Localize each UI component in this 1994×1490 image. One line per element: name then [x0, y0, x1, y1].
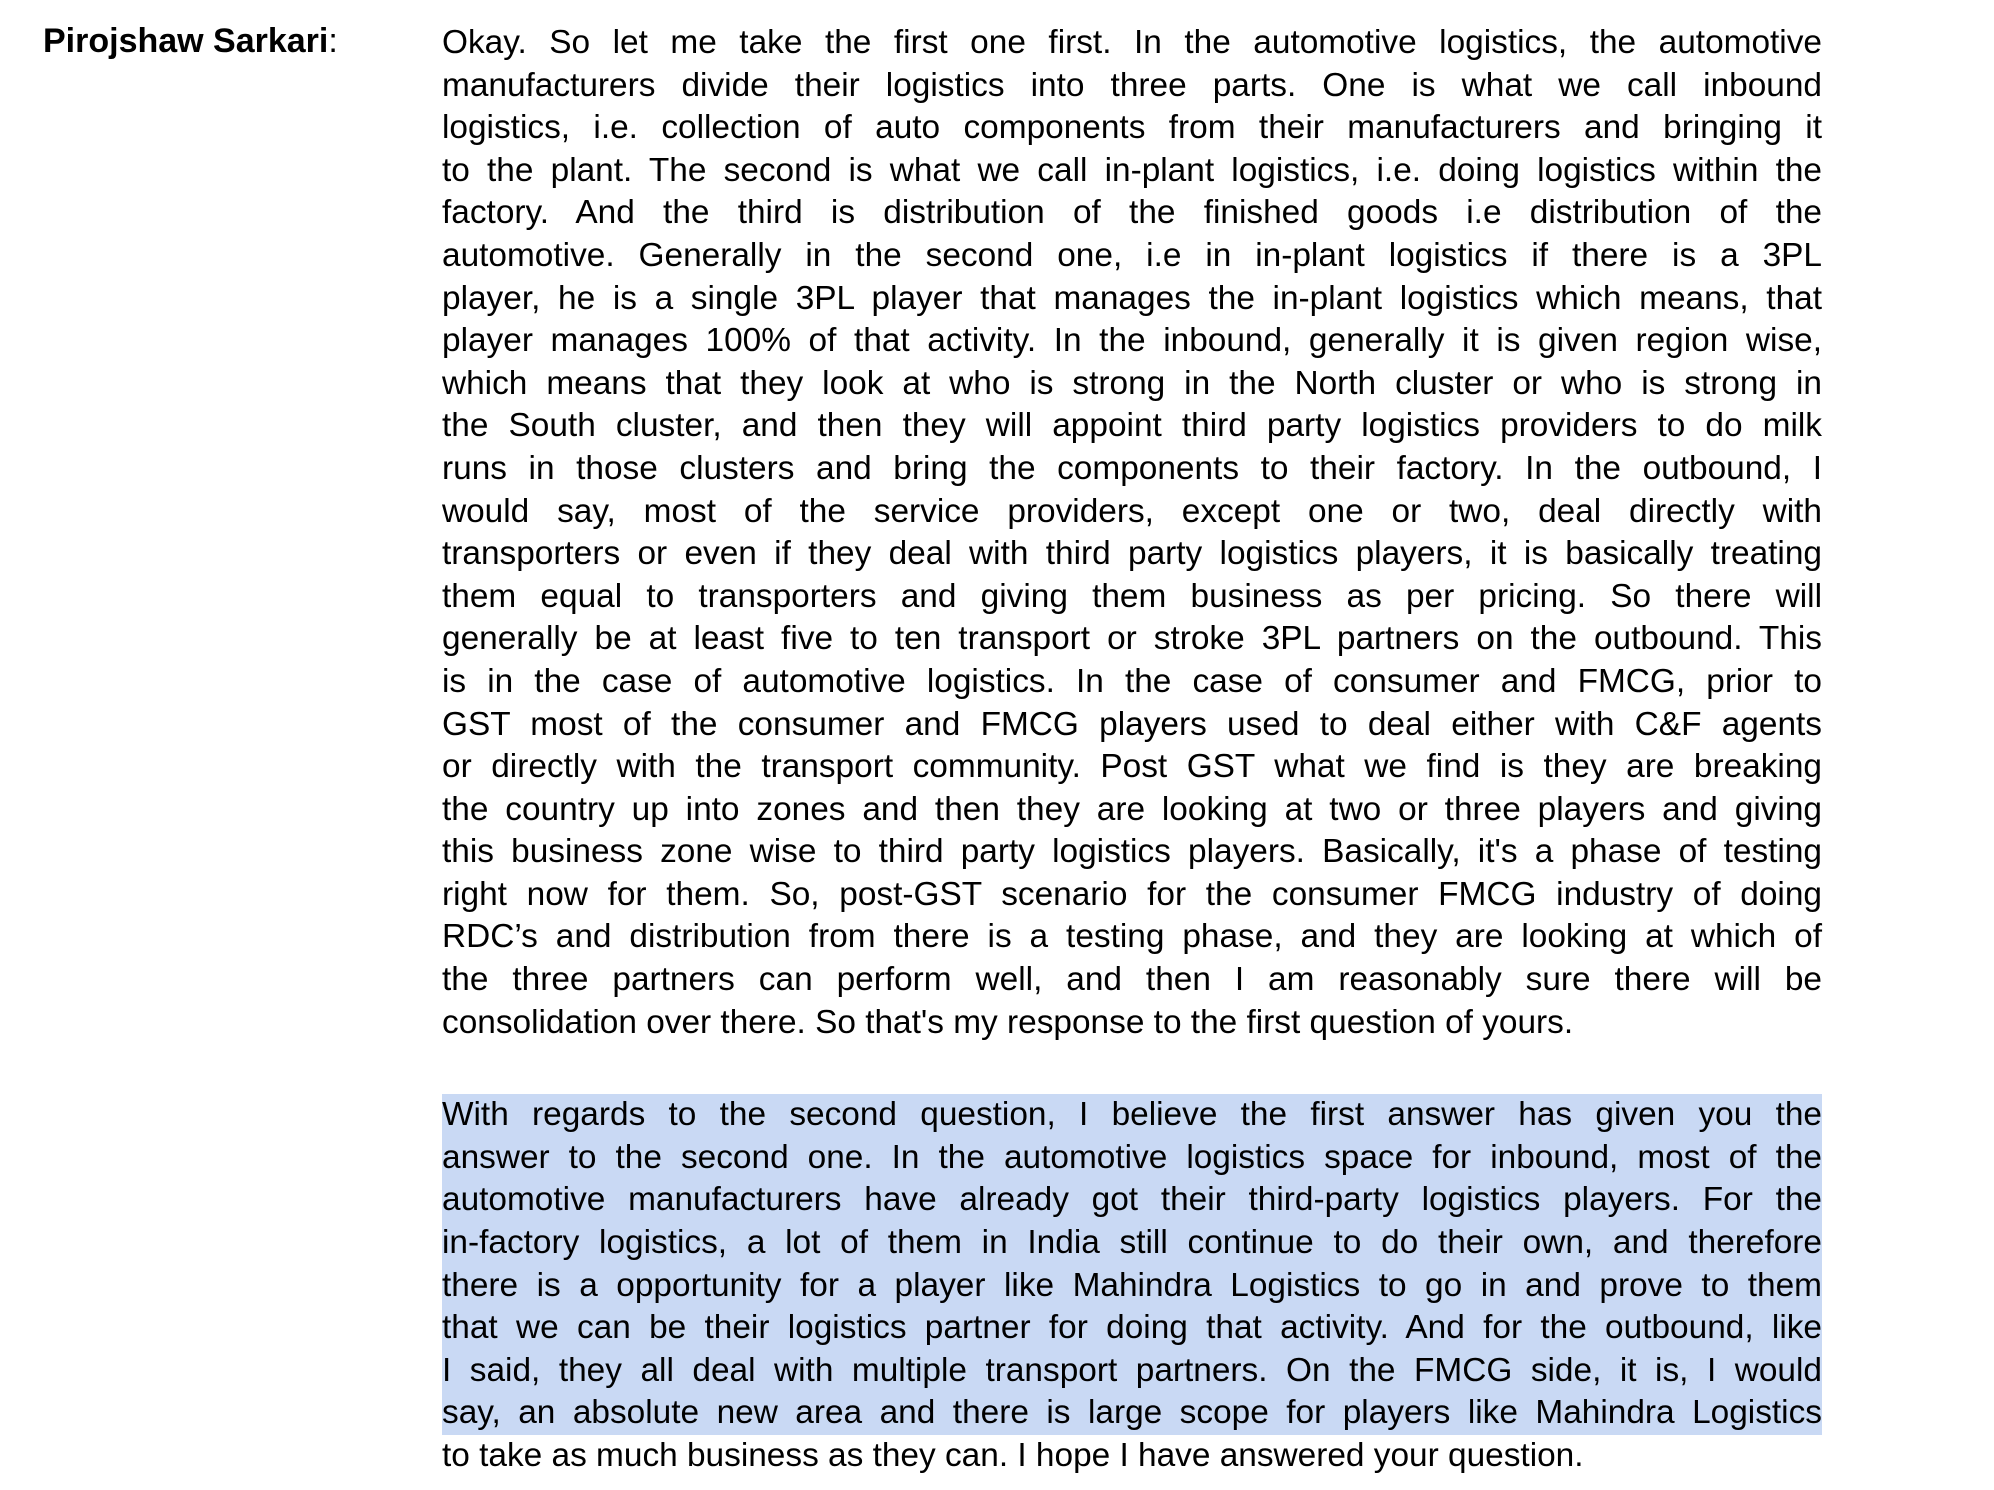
selected-text-line[interactable]: that we can be their logistics partner for doing that activity. And for the outbound, like [442, 1307, 1822, 1350]
transcript-response [442, 22, 1822, 1478]
text-line: generally be at least five to ten transport or stroke 3PL partners on the outbound. This [442, 620, 1822, 658]
text-line: the South cluster, and then they will appoint third party logistics providers to do milk [442, 407, 1822, 445]
text-line: Okay. So let me take the first one first. In the automotive logistics, the automotive [442, 24, 1822, 61]
text-line: player, he is a single 3PL player that manages the in-plant logistics which means, that [442, 279, 1822, 317]
text-line: right now for them. So, post-GST scenario for the consumer FMCG industry of doing [442, 875, 1822, 913]
selected-text-line[interactable]: I said, they all deal with multiple transport partners. On the FMCG side, it is, I would [442, 1350, 1822, 1393]
text-line: the three partners can perform well, and then I am reasonably sure there will be [442, 961, 1822, 999]
paragraph-first-answer [442, 22, 1822, 1044]
text-line: the country up into zones and then they are looking at two or three players and giving [442, 790, 1822, 828]
text-line: transporters or even if they deal with third party logistics players, it is basically treating [442, 535, 1822, 573]
text-line: which means that they look at who is strong in the North cluster or who is strong in [442, 364, 1822, 402]
selected-text-line[interactable]: there is a opportunity for a player like Mahindra Logistics to go in and prove to them [442, 1265, 1822, 1308]
text-line: would say, most of the service providers, except one or two, deal directly with [442, 492, 1822, 530]
text-line: them equal to transporters and giving them business as per pricing. So there will [442, 577, 1822, 615]
text-line: runs in those clusters and bring the components to their factory. In the outbound, I [442, 449, 1822, 487]
text-line: automotive. Generally in the second one, i.e in in-plant logistics if there is a 3PL [442, 236, 1822, 274]
selected-text-line[interactable]: answer to the second one. In the automotive logistics space for inbound, most of the [442, 1137, 1822, 1180]
text-line: is in the case of automotive logistics. In the case of consumer and FMCG, prior to [442, 662, 1822, 700]
speaker-name: Pirojshaw Sarkari [43, 22, 329, 60]
text-line: or directly with the transport community. Post GST what we find is they are breaking [442, 748, 1822, 786]
text-line: consolidation over there. So that's my response to the first question of yours. [442, 1003, 1574, 1041]
selected-text-line[interactable]: automotive manufacturers have already got their third-party logistics players. For the [442, 1179, 1822, 1222]
selected-text-line[interactable]: in-factory logistics, a lot of them in India still continue to do their own, and therefore [442, 1222, 1822, 1265]
paragraph-second-answer-selected[interactable] [442, 1094, 1822, 1477]
speaker-label [43, 20, 338, 63]
text-line: this business zone wise to third party logistics players. Basically, it's a phase of testing [442, 833, 1822, 871]
selected-text-line[interactable]: With regards to the second question, I believe the first answer has given you the [442, 1094, 1822, 1137]
selected-text-line[interactable]: say, an absolute new area and there is large scope for players like Mahindra Logistics [442, 1392, 1822, 1435]
text-line: factory. And the third is distribution of the finished goods i.e distribution of the [442, 194, 1822, 232]
text-line: manufacturers divide their logistics into three parts. One is what we call inbound [442, 66, 1822, 104]
text-line: RDC’s and distribution from there is a testing phase, and they are looking at which of [442, 918, 1822, 956]
text-line: GST most of the consumer and FMCG players used to deal either with C&F agents [442, 705, 1822, 743]
text-line: to the plant. The second is what we call in-plant logistics, i.e. doing logistics within the [442, 151, 1822, 189]
text-line: logistics, i.e. collection of auto components from their manufacturers and bringing it [442, 109, 1822, 147]
speaker-colon: : [328, 22, 338, 60]
text-line: player manages 100% of that activity. In the inbound, generally it is given region wise, [442, 322, 1822, 360]
text-line: to take as much business as they can. I hope I have answered your question. [442, 1437, 1584, 1474]
